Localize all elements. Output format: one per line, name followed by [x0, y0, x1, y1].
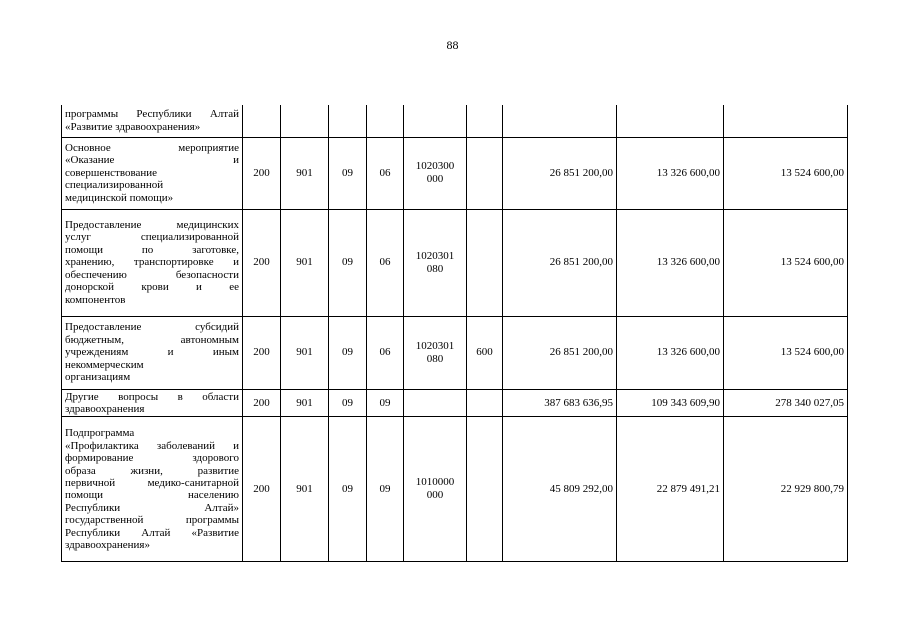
- section-code-cell: 200: [243, 137, 281, 209]
- subchapter-code-cell: 06: [367, 316, 404, 389]
- ministry-code-cell: 901: [281, 389, 329, 417]
- amount-cell-3: 278 340 027,05: [724, 389, 848, 417]
- row-name-line: помощи по заготовке,: [65, 243, 239, 256]
- row-name-line: организациям: [65, 371, 131, 384]
- row-name-line: Предоставление медицинских: [65, 219, 239, 232]
- target-article-part: 000: [426, 173, 444, 185]
- row-name-line: хранению, транспортировке и: [65, 256, 239, 269]
- row-name-line: услуг специализированной: [65, 231, 239, 244]
- row-name-line: компонентов: [65, 293, 126, 306]
- row-name-line: Другие вопросы в области: [65, 390, 239, 403]
- expense-type-cell: [467, 389, 503, 417]
- table-body: [62, 105, 848, 562]
- target-article-part: 080: [426, 352, 444, 365]
- row-name-line: помощи населению: [65, 489, 239, 502]
- target-article-cell: [404, 137, 467, 209]
- subchapter-code-cell: 09: [367, 389, 404, 417]
- row-name-line: здравоохранения: [65, 402, 145, 415]
- subchapter-code-cell: 06: [367, 209, 404, 316]
- row-name-line: «Профилактика заболеваний и: [65, 439, 239, 452]
- subchapter-code-cell: 09: [367, 417, 404, 562]
- amount-cell-1: 26 851 200,00: [503, 209, 617, 316]
- table-row: [62, 389, 848, 417]
- row-name-line: первичной медико-санитарной: [65, 476, 239, 489]
- row-name: [62, 209, 243, 316]
- amount-cell-1: 26 851 200,00: [503, 316, 617, 389]
- row-name-line: учреждениям и иным: [65, 346, 239, 359]
- target-article-part: 1020300: [415, 160, 455, 172]
- row-name-line: обеспечению безопасности: [65, 268, 239, 281]
- target-article-cell: [404, 209, 467, 316]
- target-article-part: 1020301: [415, 339, 455, 352]
- row-name: [62, 389, 243, 417]
- row-name-line: Предоставление субсидий: [65, 321, 239, 334]
- ministry-code-cell: 901: [281, 209, 329, 316]
- row-name: [62, 316, 243, 389]
- row-name-line: специализированной: [65, 179, 164, 192]
- chapter-code-cell: 09: [329, 137, 367, 209]
- target-article-cell: [404, 389, 467, 417]
- amount-cell-3: 13 524 600,00: [724, 137, 848, 209]
- row-name: [62, 417, 243, 562]
- chapter-code-cell: 09: [329, 209, 367, 316]
- table-row: [62, 209, 848, 316]
- amount-cell-1: 26 851 200,00: [503, 137, 617, 209]
- row-name-line: государственной программы: [65, 514, 239, 527]
- expense-type-cell: [467, 137, 503, 209]
- row-name-line: образа жизни, развитие: [65, 464, 239, 477]
- amount-cell-3: [724, 105, 848, 137]
- ministry-code-cell: 901: [281, 316, 329, 389]
- row-name-line: здравоохранения»: [65, 538, 150, 551]
- row-name-line: программы Республики Алтай: [65, 108, 239, 121]
- section-code-cell: 200: [243, 209, 281, 316]
- target-article-part: 000: [426, 489, 444, 502]
- amount-cell-2: 13 326 600,00: [617, 137, 724, 209]
- amount-cell-3: 13 524 600,00: [724, 209, 848, 316]
- expense-type-cell: 600: [467, 316, 503, 389]
- row-name-line: Подпрограмма: [65, 427, 135, 440]
- ministry-code-cell: 901: [281, 417, 329, 562]
- amount-cell-2: 13 326 600,00: [617, 316, 724, 389]
- target-article-part: 1010000: [415, 476, 455, 489]
- target-article-part: 080: [426, 262, 444, 275]
- amount-cell-2: 22 879 491,21: [617, 417, 724, 562]
- section-code-cell: 200: [243, 316, 281, 389]
- chapter-code-cell: 09: [329, 316, 367, 389]
- chapter-code-cell: [329, 105, 367, 137]
- row-name-line: Республики Алтай»: [65, 501, 239, 514]
- amount-cell-1: 387 683 636,95: [503, 389, 617, 417]
- expense-type-cell: [467, 105, 503, 137]
- row-name-line: «Развитие здравоохранения»: [65, 120, 201, 133]
- table-row: [62, 417, 848, 562]
- row-name-line: формирование здорового: [65, 452, 239, 465]
- target-article-cell: [404, 316, 467, 389]
- row-name-line: донорской крови и ее: [65, 281, 239, 294]
- amount-cell-1: 45 809 292,00: [503, 417, 617, 562]
- amount-cell-2: 13 326 600,00: [617, 209, 724, 316]
- target-article-part: 1020301: [415, 249, 455, 262]
- expense-type-cell: [467, 209, 503, 316]
- amount-cell-3: 13 524 600,00: [724, 316, 848, 389]
- subchapter-code-cell: [367, 105, 404, 137]
- chapter-code-cell: 09: [329, 417, 367, 562]
- target-article-cell: [404, 417, 467, 562]
- table-row: [62, 105, 848, 137]
- table-row: [62, 137, 848, 209]
- section-code-cell: [243, 105, 281, 137]
- row-name-line: Республики Алтай «Развитие: [65, 526, 239, 539]
- page-number: 88: [446, 38, 459, 52]
- amount-cell-3: 22 929 800,79: [724, 417, 848, 562]
- chapter-code-cell: 09: [329, 389, 367, 417]
- row-name-line: некоммерческим: [65, 358, 144, 371]
- amount-cell-2: [617, 105, 724, 137]
- row-name-line: Основное мероприятие: [65, 141, 239, 154]
- amount-cell-2: 109 343 609,90: [617, 389, 724, 417]
- section-code-cell: 200: [243, 417, 281, 562]
- row-name: [62, 137, 243, 209]
- row-name-line: бюджетным, автономным: [65, 333, 239, 346]
- table-row: [62, 316, 848, 389]
- row-name: [62, 105, 243, 137]
- row-name-line: совершенствование: [65, 166, 158, 179]
- amount-cell-1: [503, 105, 617, 137]
- row-name-line: медицинской помощи»: [65, 191, 174, 204]
- budget-table: [61, 105, 848, 562]
- expense-type-cell: [467, 417, 503, 562]
- ministry-code-cell: 901: [281, 137, 329, 209]
- subchapter-code-cell: 06: [367, 137, 404, 209]
- section-code-cell: 200: [243, 389, 281, 417]
- ministry-code-cell: [281, 105, 329, 137]
- row-name-line: «Оказание и: [65, 154, 239, 167]
- target-article-cell: [404, 105, 467, 137]
